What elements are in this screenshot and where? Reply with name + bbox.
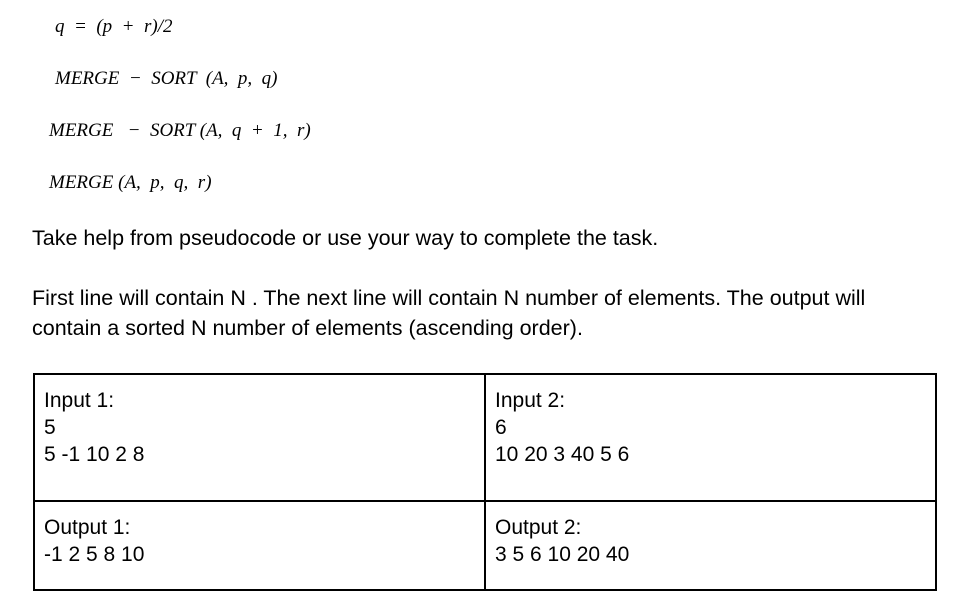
output-1-cell	[34, 501, 485, 590]
output-2-cell	[485, 501, 936, 590]
format-instruction-line-2: contain a sorted N number of elements (ascending order).	[32, 316, 583, 340]
input-1-cell	[34, 374, 485, 501]
examples-output-row	[34, 501, 936, 590]
input-2-count: 6	[495, 416, 507, 439]
input-2-label: Input 2:	[495, 389, 566, 412]
examples-input-row	[34, 374, 936, 501]
output-2-label: Output 2:	[495, 516, 582, 539]
pseudocode-line-merge-sort-left: MERGE − SORT (A, p, q)	[55, 68, 278, 89]
input-1-count: 5	[44, 416, 56, 439]
pseudocode-line-midpoint: q = (p + r)/2	[55, 16, 173, 37]
input-1-elements: 5 -1 10 2 8	[44, 443, 145, 466]
input-1-label: Input 1:	[44, 389, 115, 412]
output-2-result: 3 5 6 10 20 40	[495, 543, 630, 566]
pseudocode-line-merge: MERGE (A, p, q, r)	[49, 172, 212, 193]
output-1-label: Output 1:	[44, 516, 131, 539]
examples-table	[33, 373, 937, 591]
input-2-cell	[485, 374, 936, 501]
output-1-result: -1 2 5 8 10	[44, 543, 145, 566]
format-instruction-line-1: First line will contain N . The next line will contain N number of elements. The output will	[32, 286, 866, 310]
pseudocode-line-merge-sort-right: MERGE − SORT (A, q + 1, r)	[49, 120, 311, 141]
input-2-elements: 10 20 3 40 5 6	[495, 443, 630, 466]
help-instruction-text: Take help from pseudocode or use your way to complete the task.	[32, 226, 659, 250]
